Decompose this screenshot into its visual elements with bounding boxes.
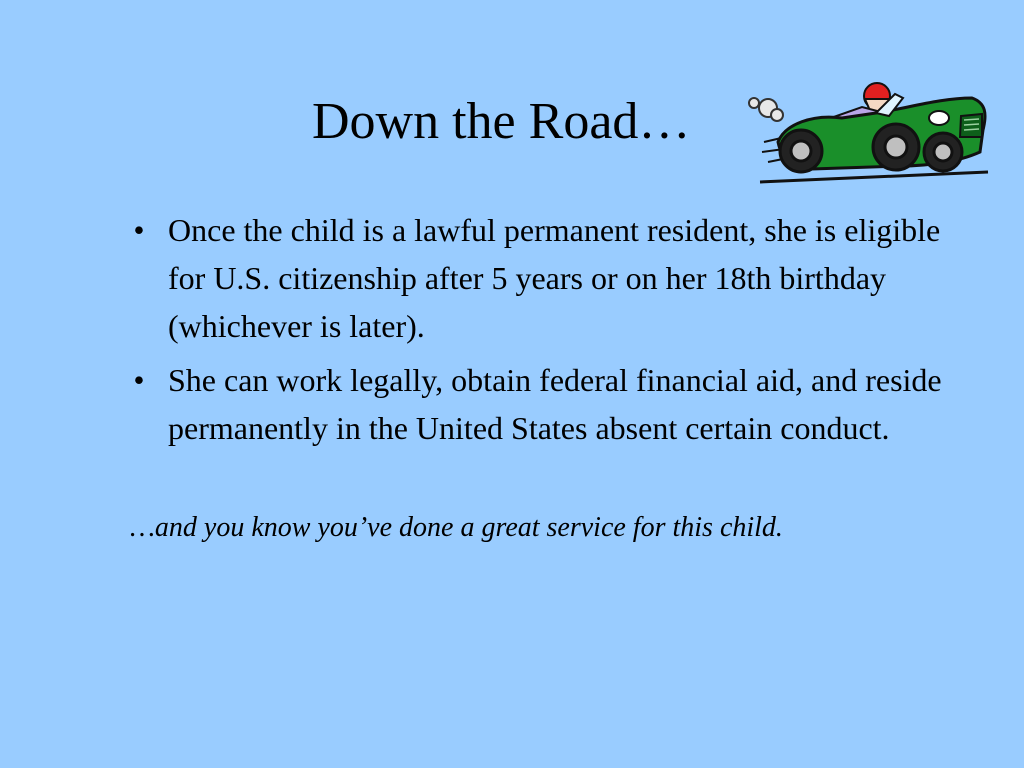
bullet-item [124,356,974,452]
bullet-marker: • [133,212,145,248]
bullet-list [124,206,974,458]
bullet-marker: • [133,362,145,398]
slide-title: Down the Road… [312,93,691,150]
bullet-text: Once the child is a lawful permanent resident, she is eligible for U.S. citizenship after 5 years or on her 18th birthday (whichever is later). [168,212,941,344]
closing-note: …and you know you’ve done a great service for this child. [130,512,783,543]
cartoon-car-icon [740,70,990,188]
bullet-item [124,206,974,350]
bullet-text: She can work legally, obtain federal financial aid, and reside permanently in the United States absent certain conduct. [168,362,942,446]
